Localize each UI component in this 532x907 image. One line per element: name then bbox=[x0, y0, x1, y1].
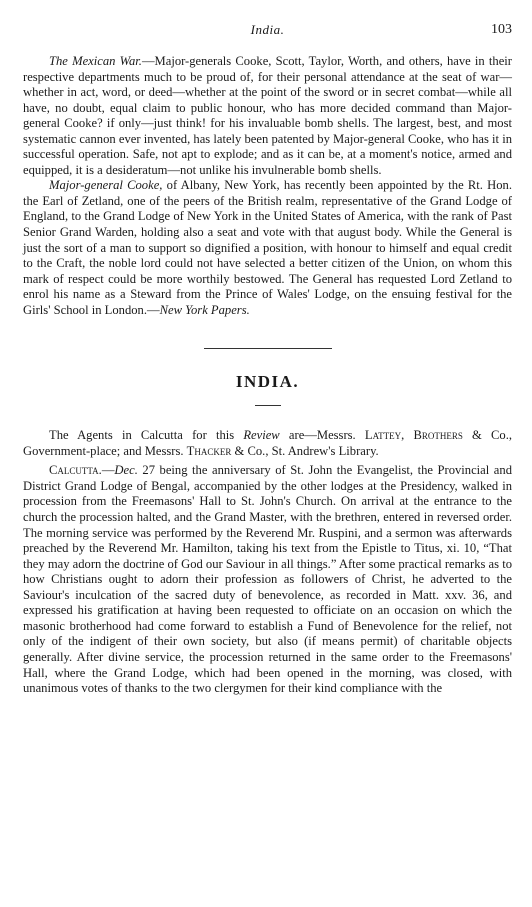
paragraph-lead: The Mexican War. bbox=[49, 54, 142, 68]
agents-text: , bbox=[401, 428, 414, 443]
agent-name: Thacker bbox=[186, 443, 232, 458]
section-divider bbox=[204, 348, 332, 349]
agents-text: & Co., St. Andrew's Library. bbox=[231, 443, 379, 458]
page-number: 103 bbox=[491, 22, 512, 37]
paragraph-text: —Major-generals Cooke, Scott, Taylor, Worth, and others, have in their respective departments much to be proud of, for their personal attendance at the seat of war—whether in act, word, or deed—whether at the point of the sword or in secret combat—while all have, no doubt, equal claim to public honour, who has more decided command than Major-general Cooke? if only—just think! for his invaluable bomb shells. The largest, best, and most systematic cannon ever invented, has lately been patented by Major-general Cooke, who has it in successful operation. Safe, not apt to explode; and as it can be, at a moment's notice, armed and equipped, it is a desideratum—not unlike his invulnerable bomb shells. bbox=[23, 54, 513, 177]
paragraph-text: of Albany, New York, has recently been appointed by the Rt. Hon. the Earl of Zetland, one of the peers of the British realm, representative of the Grand Lodge of England, to the Grand Lodge of New York in the United States of America, with the rank of Past Senior Grand Warden, holding also a seat and vote with that august body. While the General is just the sort of a man to support so dignified a position, with honour to himself and equal credit to the Craft, the noble lord could not have selected a better citizen of the Union, on whom this mark of respect could be more worthily bestowed. The General has requested Lord Zetland to enrol his name as a Steward from the Prince of Wales' Lodge, on the ensuing festival for the Girls' School in London.— bbox=[23, 178, 512, 317]
paragraph-text: 27 being the anniversary of St. John the Evangelist, the Provincial and District Grand Lodge of Bengal, accompanied by the other lodges at the Presidency, walked in procession from the Freemasons' Hall to St. John's Church. On arrival at the entrance to the church the procession halted, and the Grand Master, with the brethren, entered in reversed order. The morning service was performed by the Reverend Mr. Ruspini, and a sermon was afterwards preached by the Reverend Mr. Hamilton, taking his text from the Epistle to Titus, xi. 10, “That they may adorn the doctrine of God our Saviour in all things.” After some practical remarks as to how Christians ought to adorn their profession as followers of Christ, he adverted to the Saviour's inculcation of the sacred duty of benevolence, as recorded in Matt. xxv. 36, and expressed his gratification at having been requested to officiate on an occasion on which the masonic brotherhood had come forward to establish a Fund of Benevolence for the relief, not only of the indigent of their own society, but also (if means permit) of charitable objects generally. After divine service, the procession returned in the same order to the Freemasons' Hall, where the Grand Lodge, which had been opened in the morning, was closed, with unanimous votes of thanks to the two clergymen for their kind compliance with the bbox=[23, 463, 512, 696]
date-label: Dec. bbox=[114, 463, 138, 478]
agent-name: Brothers bbox=[413, 428, 463, 443]
section-heading: INDIA. bbox=[235, 372, 300, 392]
place-name: Calcutta. bbox=[49, 463, 102, 478]
agents-text: are—Messrs. bbox=[279, 428, 365, 443]
agents-text: & Co., Government-place; and Messrs. bbox=[23, 428, 513, 458]
agent-name: Lattey bbox=[364, 428, 402, 443]
review-word: Review bbox=[243, 428, 280, 443]
paragraph-agents bbox=[23, 428, 512, 459]
running-head bbox=[23, 22, 512, 40]
dash: — bbox=[101, 463, 115, 478]
running-title: India. bbox=[250, 22, 285, 37]
paragraph-mexican-war bbox=[23, 54, 512, 178]
heading-rule bbox=[255, 405, 281, 406]
agents-text: The Agents in Calcutta for this bbox=[49, 428, 244, 443]
paragraph-calcutta bbox=[23, 463, 512, 696]
paragraph-lead: Major-general Cooke, bbox=[49, 178, 163, 193]
source-citation: New York Papers. bbox=[159, 302, 250, 317]
paragraph-general-cooke bbox=[23, 178, 512, 318]
